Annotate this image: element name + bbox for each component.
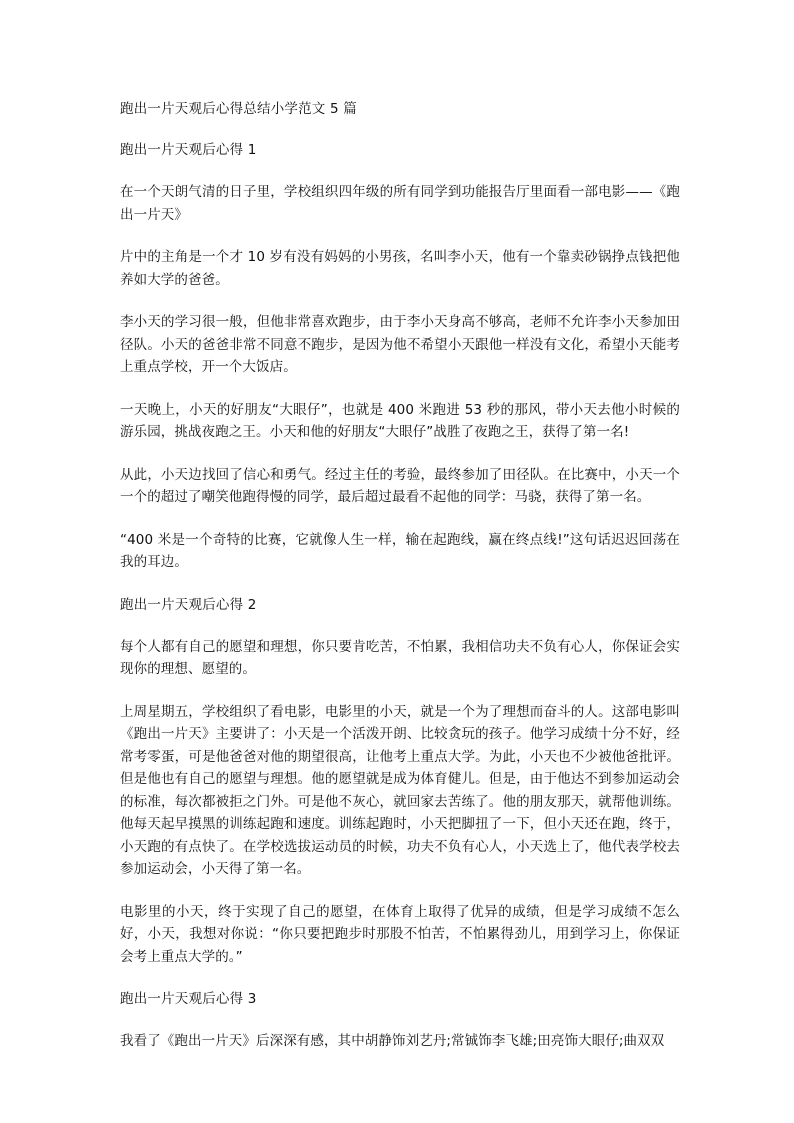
paragraph: “400 米是一个奇特的比赛，它就像人生一样，输在起跑线，赢在终点线!”这句话迟迟回荡在我的耳边。: [120, 531, 680, 570]
paragraph: 上周星期五，学校组织了看电影，电影里的小天，就是一个为了理想而奋斗的人。这部电影叫《跑出一片天》主要讲了：小天是一个活泼开朗、比较贪玩的孩子。他学习成绩十分不好，经常考零蛋，可是他爸爸对他的期望很高，让他考上重点大学。为此，小天也不少被他爸批评。但是他也有自己的愿望与理想。他的愿望就是成为体育健儿。但是，由于他达不到参加运动会的标准，每次都被拒之门外。可是他不灰心，就回家去苦练了。他的朋友那天，就帮他训练。他每天起早摸黑的训练起跑和速度。训练起跑时，小天把脚扭了一下，但小天还在跑，终于，小天跑的有点快了。在学校选拔运动员的时候，功夫不负有心人，小天选上了，他代表学校去参加运动会，小天得了第一名。: [120, 703, 680, 877]
paragraph: 片中的主角是一个才 10 岁有没有妈妈的小男孩，名叫李小天，他有一个靠卖砂锅挣点钱把他养如大学的爸爸。: [120, 249, 680, 288]
document-title: 跑出一片天观后心得总结小学范文 5 篇: [120, 101, 357, 117]
paragraph: 电影里的小天，终于实现了自己的愿望，在体育上取得了优异的成绩，但是学习成绩不怎么好，小天，我想对你说：“你只要把跑步时那股不怕苦，不怕累得劲儿，用到学习上，你保证会考上重点大学的。”: [120, 903, 680, 965]
section-heading-3: 跑出一片天观后心得 3: [120, 991, 257, 1007]
paragraph: 我看了《跑出一片天》后深深有感，其中胡静饰刘艺丹;常铖饰李飞雄;田亮饰大眼仔;曲双双: [120, 1033, 665, 1049]
section-heading-2: 跑出一片天观后心得 2: [120, 596, 257, 613]
paragraph: 一天晚上，小天的好朋友“大眼仔”，也就是 400 米跑进 53 秒的那风，带小天去他小时候的游乐园，挑战夜跑之王。小天和他的好朋友“大眼仔”战胜了夜跑之王，获得了第一名!: [120, 401, 680, 440]
section-heading-1: 跑出一片天观后心得 1: [120, 142, 257, 158]
paragraph: 每个人都有自己的愿望和理想，你只要肯吃苦，不怕累，我相信功夫不负有心人，你保证会实现你的理想、愿望的。: [120, 638, 680, 677]
paragraph: 从此，小天边找回了信心和勇气。经过主任的考验，最终参加了田径队。在比赛中，小天一个一个的超过了嘲笑他跑得慢的同学，最后超过最看不起他的同学：马骁，获得了第一名。: [120, 466, 680, 505]
paragraph: 在一个天朗气清的日子里，学校组织四年级的所有同学到功能报告厅里面看一部电影——《跑出一片天》: [120, 184, 680, 223]
paragraph: 李小天的学习很一般，但他非常喜欢跑步，由于李小天身高不够高，老师不允许李小天参加田径队。小天的爸爸非常不同意不跑步，是因为他不希望小天跟他一样没有文化，希望小天能考上重点学校，开一个大饭店。: [120, 314, 680, 375]
document-content: [120, 98, 680, 1053]
